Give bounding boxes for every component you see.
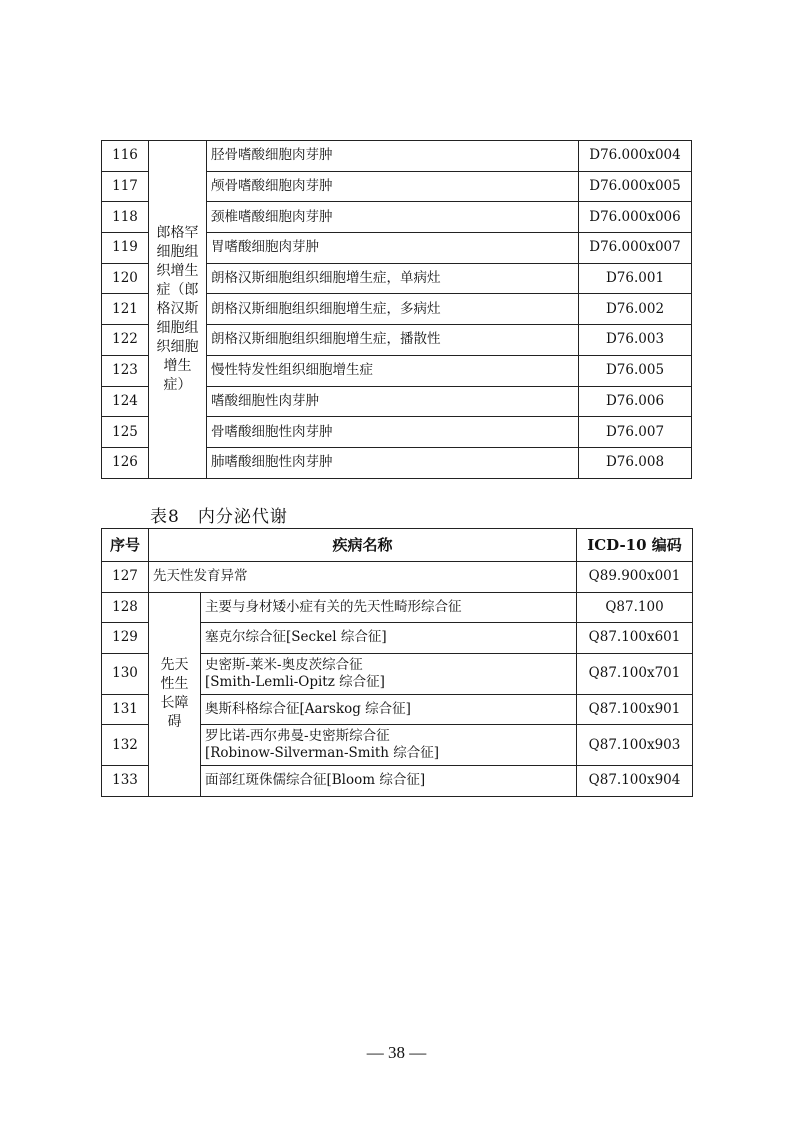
icd-code: D76.000x007 xyxy=(579,233,692,264)
disease-name-line1: 罗比诺-西尔弗曼-史密斯综合征 xyxy=(205,728,390,744)
row-number: 122 xyxy=(102,325,149,356)
icd-code: D76.000x006 xyxy=(579,202,692,233)
row-number: 129 xyxy=(102,623,149,654)
disease-name: 奥斯科格综合征[Aarskog 综合征] xyxy=(201,694,577,725)
row-number: 124 xyxy=(102,386,149,417)
row-number: 131 xyxy=(102,694,149,725)
header-disease-name: 疾病名称 xyxy=(149,529,577,562)
icd-code: Q87.100x901 xyxy=(577,694,693,725)
icd-code: Q89.900x001 xyxy=(577,562,693,593)
table-row xyxy=(102,562,693,593)
disease-name: 嗜酸细胞性肉芽肿 xyxy=(207,386,579,417)
disease-name: 塞克尔综合征[Seckel 综合征] xyxy=(201,623,577,654)
disease-name-line2: [Robinow-Silverman-Smith 综合征] xyxy=(205,745,440,761)
header-icd-code: ICD-10 编码 xyxy=(577,529,693,562)
icd-code: Q87.100x701 xyxy=(577,653,693,694)
icd-code: D76.008 xyxy=(579,447,692,478)
icd-code: Q87.100x904 xyxy=(577,766,693,797)
disease-name: 朗格汉斯细胞组织细胞增生症，播散性 xyxy=(207,325,579,356)
row-number: 133 xyxy=(102,766,149,797)
row-number: 123 xyxy=(102,355,149,386)
disease-name: 面部红斑侏儒综合征[Bloom 综合征] xyxy=(201,766,577,797)
disease-name: 胃嗜酸细胞肉芽肿 xyxy=(207,233,579,264)
row-number: 125 xyxy=(102,417,149,448)
disease-table-endocrine xyxy=(101,528,693,797)
page-number: — 38 — xyxy=(366,1043,427,1062)
icd-code: D76.005 xyxy=(579,355,692,386)
category-cell: 先天性生长障碍 xyxy=(149,592,201,796)
row-number: 120 xyxy=(102,263,149,294)
disease-name-line1: 史密斯-莱米-奥皮茨综合征 xyxy=(205,656,363,673)
disease-name: 先天性发育异常 xyxy=(149,562,577,593)
row-number: 127 xyxy=(102,562,149,593)
row-number: 118 xyxy=(102,202,149,233)
icd-code: Q87.100 xyxy=(577,592,693,623)
icd-code: D76.006 xyxy=(579,386,692,417)
category-cell: 郎格罕细胞组织增生症（郎格汉斯细胞组织细胞增生症） xyxy=(149,141,207,479)
icd-code: D76.000x005 xyxy=(579,171,692,202)
row-number: 132 xyxy=(102,725,149,766)
icd-code: D76.001 xyxy=(579,263,692,294)
disease-name-line2: [Smith-Lemli-Opitz 综合征] xyxy=(205,673,385,690)
icd-code: D76.003 xyxy=(579,325,692,356)
row-number: 130 xyxy=(102,653,149,694)
row-number: 117 xyxy=(102,171,149,202)
disease-name: 主要与身材矮小症有关的先天性畸形综合征 xyxy=(201,592,577,623)
icd-code: D76.007 xyxy=(579,417,692,448)
disease-name xyxy=(201,725,577,766)
icd-code: Q87.100x601 xyxy=(577,623,693,654)
table-row xyxy=(102,592,693,623)
header-number: 序号 xyxy=(102,529,149,562)
disease-name: 颈椎嗜酸细胞肉芽肿 xyxy=(207,202,579,233)
disease-name: 慢性特发性组织细胞增生症 xyxy=(207,355,579,386)
row-number: 126 xyxy=(102,447,149,478)
row-number: 119 xyxy=(102,233,149,264)
table-row xyxy=(102,141,692,172)
table-caption: 表8 内分泌代谢 xyxy=(150,507,288,527)
disease-name: 颅骨嗜酸细胞肉芽肿 xyxy=(207,171,579,202)
disease-name xyxy=(201,653,577,694)
disease-name: 胫骨嗜酸细胞肉芽肿 xyxy=(207,141,579,172)
icd-code: D76.002 xyxy=(579,294,692,325)
disease-name: 朗格汉斯细胞组织细胞增生症，多病灶 xyxy=(207,294,579,325)
header-row xyxy=(102,529,693,562)
disease-name: 肺嗜酸细胞性肉芽肿 xyxy=(207,447,579,478)
row-number: 121 xyxy=(102,294,149,325)
disease-table-langerhans xyxy=(101,140,692,479)
disease-name: 骨嗜酸细胞性肉芽肿 xyxy=(207,417,579,448)
icd-code: D76.000x004 xyxy=(579,141,692,172)
disease-name: 朗格汉斯细胞组织细胞增生症，单病灶 xyxy=(207,263,579,294)
icd-code: Q87.100x903 xyxy=(577,725,693,766)
row-number: 128 xyxy=(102,592,149,623)
row-number: 116 xyxy=(102,141,149,172)
